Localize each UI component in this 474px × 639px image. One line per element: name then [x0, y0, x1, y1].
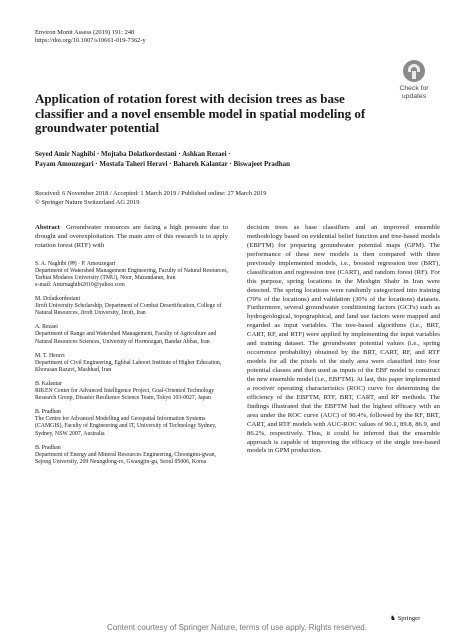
affiliation-block — [35, 445, 228, 466]
abstract-lead-text: Groundwater resources are facing a high pressure due to drought and overexploitation. The main aim of this research is to apply rotation forest (RTF) with — [35, 224, 228, 249]
affiliation-block — [35, 381, 228, 402]
crossmark-icon — [403, 60, 425, 82]
affiliation-author: B. Pradhan — [35, 444, 61, 451]
publication-dates — [35, 190, 435, 208]
author-list — [35, 150, 435, 169]
affiliation-author: M. Dolatkordestani — [35, 296, 81, 303]
affiliation-author: B. Pradhan — [35, 409, 61, 416]
check-for-updates-badge[interactable] — [393, 60, 435, 116]
copyright-line: © Springer Nature Switzerland AG 2019 — [35, 198, 140, 206]
affiliation-author: S. A. Naghibi (✉) · P. Amouzegari — [35, 260, 116, 267]
affiliations — [35, 261, 228, 466]
publisher-name: Springer — [397, 615, 421, 622]
abstract-label: Abstract — [35, 224, 60, 231]
affiliation-author: M. T. Heravi — [35, 352, 65, 359]
affiliation-email[interactable]: e-mail: Amirnaghibi2010@yahoo.com — [35, 282, 125, 288]
affiliation-address: Department of Civil Engineering, Eghbal Lahoori Institute of Higher Education, Khorasan Razavi, Mashhad, Iran — [35, 359, 222, 373]
history-dates: Received: 6 November 2018 / Accepted: 1 March 2019 / Published online: 27 March 2019 — [35, 190, 267, 197]
affiliation-address: The Centre for Advanced Modelling and Geospatial Information Systems (CAMGIS), Faculty of Engineering and IT, University of Technology Sydney, Sydney, NSW 2007, Australia — [35, 416, 217, 437]
check-for-updates-label: Check for updates — [399, 85, 429, 100]
affiliation-block — [35, 324, 228, 345]
journal-reference — [35, 29, 146, 46]
author-line: Seyed Amir Naghibi · Mojtaba Dolatkordestani · Ashkan Rezaei · — [35, 150, 231, 158]
journal-citation: Environ Monit Assess (2019) 191: 248 — [35, 29, 135, 36]
right-column — [247, 224, 440, 456]
doi-link[interactable]: https://doi.org/10.1007/s10661-019-7362-y — [35, 37, 146, 45]
affiliation-address: Department of Energy and Mineral Resources Engineering, Choongmu-gwan, Sejong University, 209 Neungdong-ro, Gwangjin-gu, Seoul 05006, Korea — [35, 451, 216, 465]
affiliation-block — [35, 409, 228, 437]
abstract-lead — [35, 224, 228, 251]
abstract-continued: decision trees as base classifiers and an improved ensemble methodology based on evidential belief function and tree-based models (EBFTM) for preparing groundwater potential maps (GPM). The performance of these new models is then compared with three previously implemented models, i.e., boosted regression tree (BRT), classification and regression tree (CART), and random forest (RF). For this purpose, spring locations in the Meshgin Shahr in Iran were detected. The spring locations were randomly categorized into training (70% of the locations) and validation (30% of the locations) datasets. Furthermore, several groundwater conditioning factors (GCFs) such as hydrogeological, topographical, and land use factors were mapped and regarded as input variables. The tree-based algorithms (i.e., BRT, CART, RF, and RTF) were applied by implementing the input variables and training dataset. The groundwater potential values (i.e., spring occurrence probability) obtained by the BRT, CART, RF, and RTF models for all the pixels of the study area were classified into four potential classes and then used as inputs of the EBF model to construct the new ensemble model (i.e., EBFTM). At last, this paper implemented a receiver operating characteristics (ROC) curve for determining the efficiency of the EBFTM, RTF, BRT, CART, and RF methods. The findings illustrated that the EBFTM had the highest efficacy with an area under the ROC curve (AUC) of 90.4%, followed by the RF, BRT, CART, and RTF models with AUC-ROC values of 90.1, 89.8, 86.9, and 86.2%, respectively. Thus, it could be inferred that the ensemble approach is capable of improving the efficacy of the single tree-based models in GPM production. — [247, 224, 440, 455]
affiliation-author: A. Rezaei — [35, 324, 58, 331]
springer-horse-icon: ♞ — [390, 615, 396, 622]
affiliation-block — [35, 353, 228, 374]
courtesy-notice: Content courtesy of Springer Nature, terms of use apply. Rights reserved. — [107, 623, 367, 632]
affiliation-address: Department of Watershed Management Engineering, Faculty of Natural Resources, Tarbiat Modares University (TMU), Noor, Mazandaran, Iran — [35, 267, 228, 281]
article-title: Application of rotation forest with decision trees as base classifier and a novel ensemble model in spatial modeling of groundwater potential — [35, 91, 366, 136]
left-column — [35, 224, 228, 473]
affiliation-author: B. Kalantar — [35, 380, 62, 387]
affiliation-address: Department of Range and Watershed Management, Faculty of Agriculture and Natural Resources Sciences, University of Hormozgan, Bandar Abbas, Iran — [35, 331, 217, 345]
author-line: Payam Amouzegari · Mostafa Taheri Heravi · Bahareh Kalantar · Biswajeet Pradhan — [35, 159, 291, 168]
publisher-logo — [390, 614, 420, 622]
affiliation-address: Jiroft University Scholarship, Department of Combat Desertification, College of Natural Resources, Jiroft University, Jiroft, Iran — [35, 303, 222, 317]
affiliation-block — [35, 261, 228, 289]
affiliation-block — [35, 296, 228, 317]
affiliation-address: RIKEN Center for Advanced Intelligence Project, Goal-Oriented Technology Research Group, Disaster Resilience Science Team, Tokyo 103-0027, Japan — [35, 388, 215, 402]
